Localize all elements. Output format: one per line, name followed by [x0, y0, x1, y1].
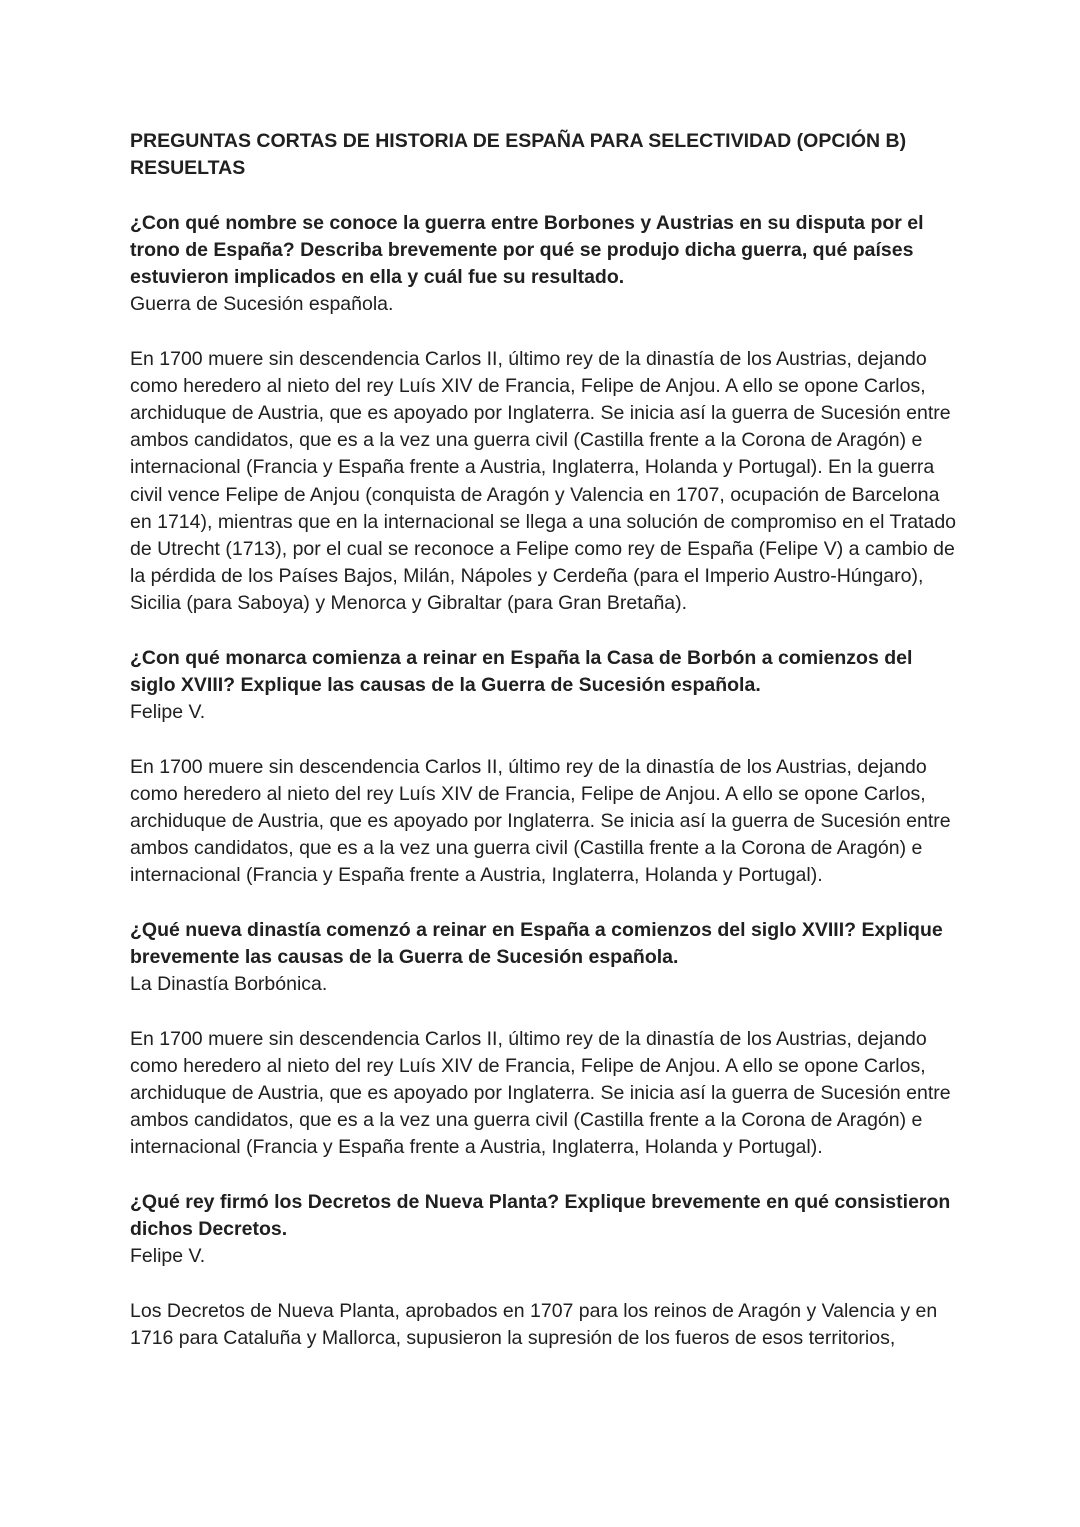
- document-title: PREGUNTAS CORTAS DE HISTORIA DE ESPAÑA PARA SELECTIVIDAD (OPCIÓN B) RESUELTAS: [130, 130, 907, 180]
- question-3: ¿Qué nueva dinastía comenzó a reinar en España a comienzos del siglo XVIII? Explique brevemente las causas de la Guerra de Sucesión española.: [130, 918, 943, 969]
- qa-section-2: [130, 645, 960, 890]
- explanation-3: En 1700 muere sin descendencia Carlos II, último rey de la dinastía de los Austrias, dejando como heredero al nieto del rey Luís XIV de Francia, Felipe de Anjou. A ello se opone Carlos, archiduque de Austria, que es apoyado por Inglaterra. Se inicia así la guerra de Sucesión entre ambos candidatos, que es a la vez una guerra civil (Castilla frente a la Corona de Aragón) e internacional (Francia y España frente a Austria, Inglaterra, Holanda y Portugal).: [130, 1027, 951, 1159]
- qa-section-4: [130, 1189, 960, 1352]
- explanation-4: Los Decretos de Nueva Planta, aprobados en 1707 para los reinos de Aragón y Valencia y en 1716 para Cataluña y Mallorca, supusieron la supresión de los fueros de esos territorios,: [130, 1299, 938, 1349]
- document-page: [130, 128, 960, 1379]
- qa-section-3: [130, 917, 960, 1162]
- question-4: ¿Qué rey firmó los Decretos de Nueva Planta? Explique brevemente en qué consistieron dichos Decretos.: [130, 1190, 951, 1241]
- explanation-1: En 1700 muere sin descendencia Carlos II, último rey de la dinastía de los Austrias, dejando como heredero al nieto del rey Luís XIV de Francia, Felipe de Anjou. A ello se opone Carlos, archiduque de Austria, que es apoyado por Inglaterra. Se inicia así la guerra de Sucesión entre ambos candidatos, que es a la vez una guerra civil (Castilla frente a la Corona de Aragón) e internacional (Francia y España frente a Austria, Inglaterra, Holanda y Portugal). En la guerra civil vence Felipe de Anjou (conquista de Aragón y Valencia en 1707, ocupación de Barcelona en 1714), mientras que en la internacional se llega a una solución de compromiso en el Tratado de Utrecht (1713), por el cual se reconoce a Felipe como rey de España (Felipe V) a cambio de la pérdida de los Países Bajos, Milán, Nápoles y Cerdeña (para el Imperio Austro-Húngaro), Sicilia (para Saboya) y Menorca y Gibraltar (para Gran Bretaña).: [130, 347, 957, 615]
- answer-2: Felipe V.: [130, 701, 206, 724]
- explanation-2: En 1700 muere sin descendencia Carlos II, último rey de la dinastía de los Austrias, dejando como heredero al nieto del rey Luís XIV de Francia, Felipe de Anjou. A ello se opone Carlos, archiduque de Austria, que es apoyado por Inglaterra. Se inicia así la guerra de Sucesión entre ambos candidatos, que es a la vez una guerra civil (Castilla frente a la Corona de Aragón) e internacional (Francia y España frente a Austria, Inglaterra, Holanda y Portugal).: [130, 755, 951, 887]
- answer-3: La Dinastía Borbónica.: [130, 973, 328, 996]
- question-1: ¿Con qué nombre se conoce la guerra entre Borbones y Austrias en su disputa por el trono de España? Describa brevemente por qué se produjo dicha guerra, qué países estuvieron implicados en ella y cuál fue su resultado.: [130, 211, 924, 288]
- qa-section-1: [130, 210, 960, 618]
- question-2: ¿Con qué monarca comienza a reinar en España la Casa de Borbón a comienzos del siglo XVIII? Explique las causas de la Guerra de Sucesión española.: [130, 646, 913, 697]
- answer-1: Guerra de Sucesión española.: [130, 293, 394, 316]
- answer-4: Felipe V.: [130, 1245, 206, 1268]
